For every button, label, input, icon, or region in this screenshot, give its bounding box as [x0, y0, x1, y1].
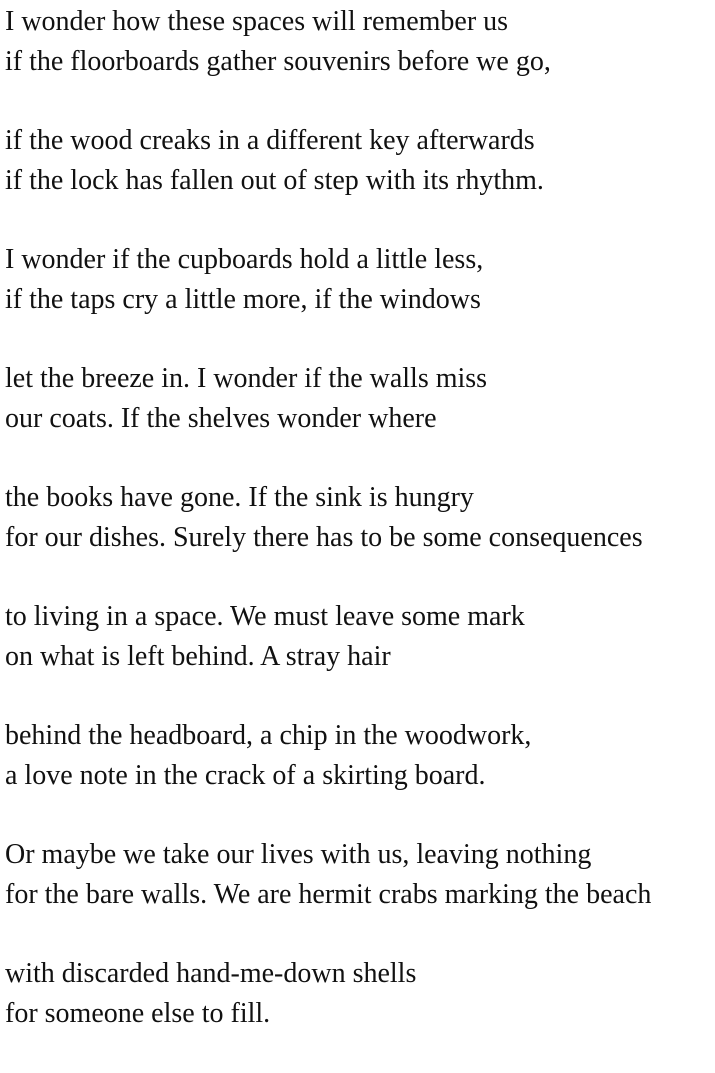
poem-line: let the breeze in. I wonder if the walls miss — [5, 363, 488, 394]
poem-line: for our dishes. Surely there has to be some consequences — [5, 522, 643, 553]
poem-line: I wonder if the cupboards hold a little less, — [5, 244, 484, 275]
poem-line: if the floorboards gather souvenirs before we go, — [5, 46, 551, 77]
stanza-3 — [5, 240, 711, 320]
poem-body — [5, 2, 711, 1073]
poem-line: I wonder how these spaces will remember us — [5, 6, 509, 37]
poem-line: behind the headboard, a chip in the woodwork, — [5, 720, 532, 751]
poem-line: our coats. If the shelves wonder where — [5, 403, 437, 434]
stanza-5 — [5, 478, 711, 558]
poem-line: a love note in the crack of a skirting board. — [5, 760, 486, 791]
poem-line: on what is left behind. A stray hair — [5, 641, 391, 672]
stanza-8 — [5, 835, 711, 915]
stanza-1 — [5, 2, 711, 82]
poem-line: if the wood creaks in a different key afterwards — [5, 125, 535, 156]
poem-line: if the taps cry a little more, if the windows — [5, 284, 481, 315]
poem-line: with discarded hand-me-down shells — [5, 958, 417, 989]
stanza-2 — [5, 121, 711, 201]
poem-line: the books have gone. If the sink is hungry — [5, 482, 474, 513]
poem-line: for the bare walls. We are hermit crabs marking the beach — [5, 879, 652, 910]
poem-line: for someone else to fill. — [5, 998, 271, 1029]
poem-line: Or maybe we take our lives with us, leaving nothing — [5, 839, 592, 870]
stanza-9 — [5, 954, 711, 1034]
stanza-6 — [5, 597, 711, 677]
poem-line: to living in a space. We must leave some mark — [5, 601, 525, 632]
poem-line: if the lock has fallen out of step with its rhythm. — [5, 165, 544, 196]
stanza-7 — [5, 716, 711, 796]
stanza-4 — [5, 359, 711, 439]
